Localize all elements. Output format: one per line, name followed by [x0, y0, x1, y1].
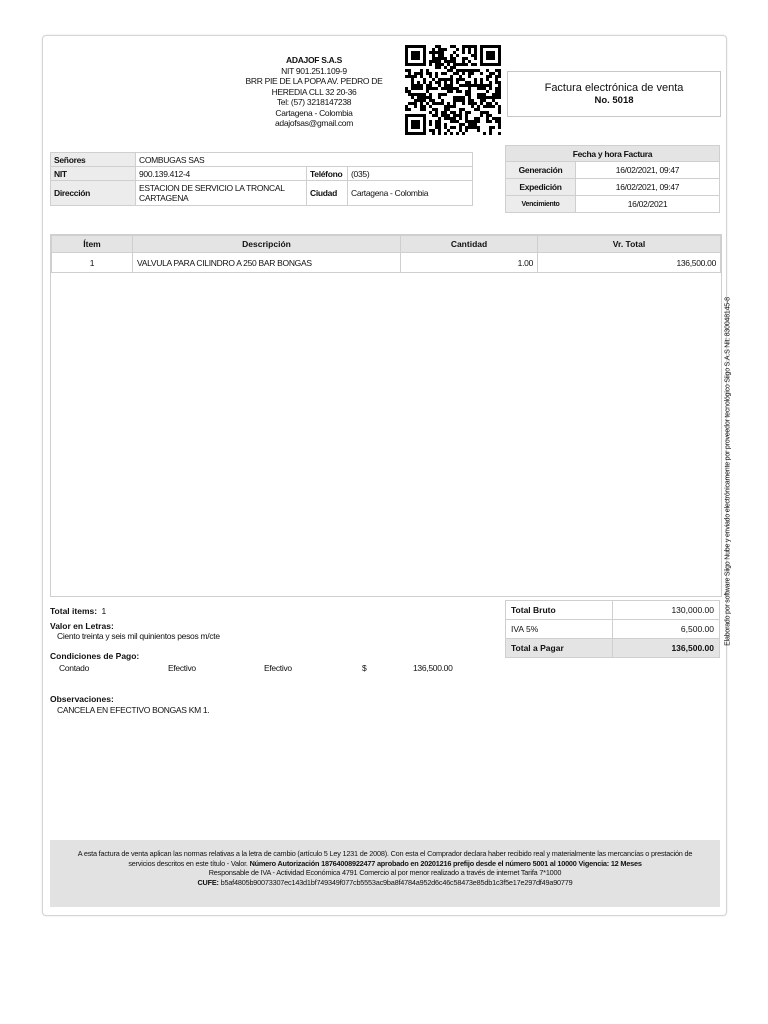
vencimiento-value: 16/02/2021	[576, 196, 720, 213]
footer-cufe-value: b5af4805b90073307ec143d1bf749349f077cb5553ac9ba8f4784a952d6c46c58473e85db1c3f5e17e297df49a90779	[220, 877, 573, 887]
footer-responsable: Responsable de IVA - Actividad Económica 4791 Comercio al por menor realizado a través de internet Tarifa 7*1000	[208, 868, 562, 877]
client-telefono: (035)	[348, 167, 473, 181]
company-city: Cartagena - Colombia	[275, 107, 353, 118]
col-header-total: Vr. Total	[538, 236, 721, 253]
iva-label: IVA 5%	[506, 620, 613, 639]
total-items-label: Total items:	[50, 606, 98, 616]
total-pagar-value: 136,500.00	[613, 639, 720, 658]
totals-table	[505, 600, 720, 658]
software-side-note	[721, 278, 735, 672]
senores-label: Señores	[51, 153, 136, 167]
total-items-value: 1	[101, 606, 106, 616]
row-descripcion: VALVULA PARA CILINDRO A 250 BAR BONGAS	[133, 253, 401, 273]
company-name: ADAJOF S.A.S	[286, 55, 342, 65]
company-phone: Tel: (57) 3218147238	[276, 97, 352, 107]
vencimiento-label: Vencimiento	[506, 196, 576, 213]
items-table	[51, 235, 721, 273]
condicion-moneda: $	[362, 663, 367, 673]
generacion-label: Generación	[506, 162, 576, 179]
footer-autorizacion: Número Autorización 18764008922477 aprobado en 20201216 prefijo desde el número 5001 al 10000 Vigencia: 12 Meses	[249, 858, 642, 868]
iva-value: 6,500.00	[613, 620, 720, 639]
company-email: adajofsas@gmail.com	[274, 118, 354, 128]
condicion-valor: 136,500.00	[413, 663, 453, 673]
row-total: 136,500.00	[538, 253, 721, 273]
client-name: COMBUGAS SAS	[136, 153, 473, 167]
total-bruto-value: 130,000.00	[613, 601, 720, 620]
observaciones-value: CANCELA EN EFECTIVO BONGAS KM 1.	[57, 705, 210, 715]
table-row	[52, 253, 721, 273]
company-address-line1: BRR PIE DE LA POPA AV. PEDRO DE	[245, 76, 383, 86]
client-ciudad: Cartagena - Colombia	[348, 181, 473, 206]
expedicion-value: 16/02/2021, 09:47	[576, 179, 720, 196]
client-nit: 900.139.412-4	[136, 167, 307, 181]
company-nit: NIT 901.251.109-9	[281, 65, 347, 76]
footer-legal-text: A esta factura de venta aplican las normas relativas a la letra de cambio (artículo 5 Ley 1231 de 2008). Con esta el Comprador declara haber recibido real y materialmente las mercancías o prestación de servicios descritos en este título - Valor.	[77, 849, 693, 868]
total-items	[50, 601, 106, 619]
valor-letras-value: Ciento treinta y seis mil quinientos pesos m/cte	[57, 631, 220, 641]
valor-letras-label: Valor en Letras:	[50, 621, 114, 631]
client-info-table	[50, 152, 473, 206]
items-table-container	[50, 234, 722, 597]
col-header-descripcion: Descripción	[133, 236, 401, 253]
row-cantidad: 1.00	[401, 253, 538, 273]
direccion-label: Dirección	[51, 181, 136, 206]
invoice-title: Factura electrónica de venta	[544, 82, 684, 94]
qr-code-image	[405, 45, 501, 135]
row-item: 1	[52, 253, 133, 273]
client-nit-label: NIT	[51, 167, 136, 181]
invoice-number: No. 5018	[594, 95, 634, 106]
expedicion-label: Expedición	[506, 179, 576, 196]
condicion-medio: Efectivo	[168, 663, 196, 673]
col-header-item: Ítem	[52, 236, 133, 253]
legal-footer	[50, 840, 720, 907]
company-info	[236, 55, 392, 129]
total-bruto-label: Total Bruto	[506, 601, 613, 620]
side-note-text: Elaborado por software Siigo Nube y enviado electrónicamente por proveedor tecnológico Siigo S.A.S Nit: 830048145-8	[724, 297, 732, 646]
generacion-value: 16/02/2021, 09:47	[576, 162, 720, 179]
invoice-dates-table	[505, 145, 720, 213]
dates-header: Fecha y hora Factura	[506, 146, 720, 162]
condicion-forma: Efectivo	[264, 663, 292, 673]
footer-cufe-label: CUFE:	[197, 877, 219, 887]
telefono-label: Teléfono	[307, 167, 348, 181]
total-pagar-label: Total a Pagar	[506, 639, 613, 658]
col-header-cantidad: Cantidad	[401, 236, 538, 253]
client-direccion: ESTACION DE SERVICIO LA TRONCAL CARTAGENA	[136, 181, 307, 206]
ciudad-label: Ciudad	[307, 181, 348, 206]
company-address-line2: HEREDIA CLL 32 20-36	[271, 86, 357, 97]
condiciones-label: Condiciones de Pago:	[50, 651, 140, 661]
observaciones-label: Observaciones:	[50, 694, 114, 704]
invoice-title-box	[507, 71, 721, 117]
condicion-tipo: Contado	[59, 663, 90, 673]
